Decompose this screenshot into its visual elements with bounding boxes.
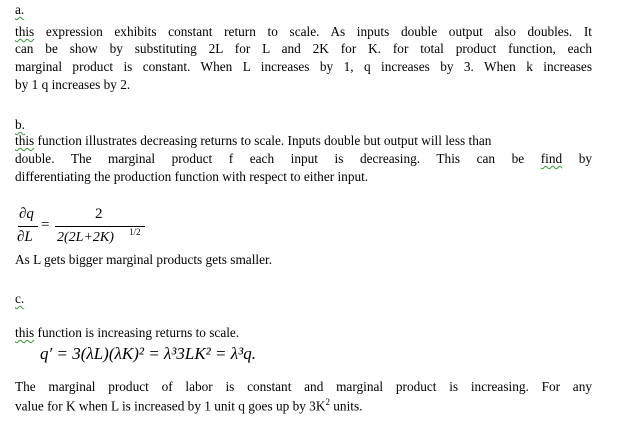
rhs-numerator: 2 xyxy=(95,206,103,222)
part-c-intro xyxy=(15,326,239,339)
part-a-line-3: marginal product is constant. When L increases by 1, q increases by 3. When k increases xyxy=(15,59,592,74)
part-b-label: b. xyxy=(15,117,25,132)
part-a-line-1-text: expression exhibits constant return to scale. As inputs double output also doubles. It xyxy=(34,24,592,39)
rhs-exponent: 1/2 xyxy=(129,227,141,237)
part-b-this: this xyxy=(15,133,35,148)
part-c-label: c. xyxy=(15,291,25,306)
part-b-line-3: differentiating the production function with respect to either input. xyxy=(15,169,369,184)
part-b-line-1-rest: function illustrates decreasing returns to scale. Inputs double but output will less than xyxy=(34,133,492,148)
partial-l: ∂L xyxy=(17,229,33,245)
partial-q: ∂q xyxy=(19,206,34,222)
part-b-conclusion: As L gets bigger marginal products gets smaller. xyxy=(15,252,273,267)
lhs-fraction-bar xyxy=(18,226,38,227)
rhs-denominator: 2(2L+2K) xyxy=(57,230,114,245)
part-c-this: this xyxy=(15,325,35,340)
superscript-2: 2 xyxy=(325,397,330,407)
part-c-line-2: value for K when L is increased by 1 unit q goes up by $3K^2$ units. xyxy=(15,397,363,414)
part-a-line-2: can be show by substituting 2L for L and 2K for K. for total product function, each xyxy=(15,41,592,56)
part-b-line-2: double. The marginal product f each input is decreasing. This can be find by xyxy=(15,151,593,166)
find-word: find xyxy=(540,151,563,166)
part-c-intro-rest: function is increasing returns to scale. xyxy=(34,325,240,340)
part-b-line-1 xyxy=(15,134,491,147)
part-a-this: this xyxy=(15,24,35,39)
part-a-label: a. xyxy=(15,2,25,17)
part-c-line-1: The marginal product of labor is constant and marginal product is increasing. For any xyxy=(15,379,592,394)
part-c-equation: q′ = 3(λL)(λK)² = λ³3LK² = λ³q. xyxy=(40,344,256,363)
equals-sign: = xyxy=(41,217,50,233)
part-a-line-4: by 1 q increases by 2. xyxy=(15,77,131,92)
part-a-line-1 xyxy=(15,25,592,38)
